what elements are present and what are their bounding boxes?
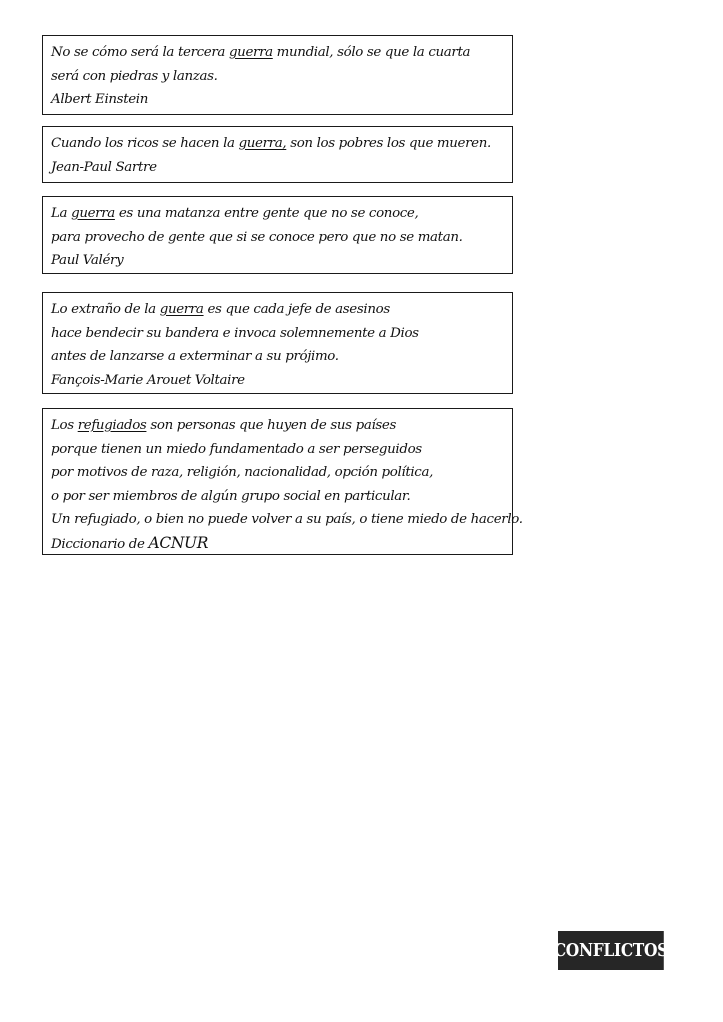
quote-text: Lo extraño de la [51, 302, 160, 317]
section-badge: CONFLICTOS [558, 931, 664, 970]
quote-line: por motivos de raza, religión, nacionalidad, opción política, [51, 465, 433, 480]
quote-line: para provecho de gente que si se conoce pero que no se matan. [51, 229, 463, 245]
quote-box-voltaire [42, 292, 513, 394]
quote-line: será con piedras y lanzas. [51, 68, 218, 84]
underlined-keyword: guerra [228, 45, 273, 60]
quote-text: La [51, 206, 72, 221]
quote-author: Albert Einstein [51, 92, 149, 107]
underlined-keyword: guerra [159, 302, 204, 317]
underlined-keyword: guerra, [238, 136, 287, 151]
quote-author: Paul Valéry [51, 253, 124, 268]
quote-box-valery [42, 196, 513, 274]
quote-line [51, 298, 504, 322]
quote-line: hace bendecir su bandera e invoca solemnemente a Dios [51, 325, 419, 341]
quote-line: porque tienen un miedo fundamentado a ser perseguidos [51, 441, 422, 457]
quote-author: Jean-Paul Sartre [51, 159, 157, 175]
quote-text: No se cómo será la tercera [51, 45, 229, 60]
quote-author-text: Diccionario de [51, 536, 149, 552]
quote-text: Cuando los ricos se hacen la [51, 136, 239, 151]
quote-text: mundial, sólo se que la cuarta [272, 45, 471, 60]
quote-text: es una matanza entre gente que no se conoce, [114, 206, 419, 221]
quote-box-acnur [42, 408, 523, 555]
underlined-keyword: guerra [71, 206, 115, 221]
quote-box-sartre [42, 126, 513, 183]
quote-text: son los pobres los que mueren. [286, 136, 491, 151]
quote-line: o por ser miembros de algún grupo social en particular. [51, 488, 411, 504]
quote-line: Un refugiado, o bien no puede volver a su país, o tiene miedo de hacerlo. [51, 512, 523, 527]
quote-line [51, 414, 504, 438]
quote-author [51, 532, 504, 557]
quote-line [51, 202, 504, 226]
quote-text: es que cada jefe de asesinos [203, 302, 390, 317]
quote-author: Fançois-Marie Arouet Voltaire [51, 372, 245, 388]
quote-line [51, 132, 504, 156]
underlined-keyword: refugiados [77, 418, 147, 433]
quote-text: son personas que huyen de sus países [146, 418, 397, 433]
quote-line [51, 41, 504, 65]
quote-box-einstein [42, 35, 513, 115]
quote-text: Los [51, 418, 78, 433]
quote-line: antes de lanzarse a exterminar a su prójimo. [51, 349, 339, 364]
quote-author-acronym: ACNUR [148, 533, 209, 552]
